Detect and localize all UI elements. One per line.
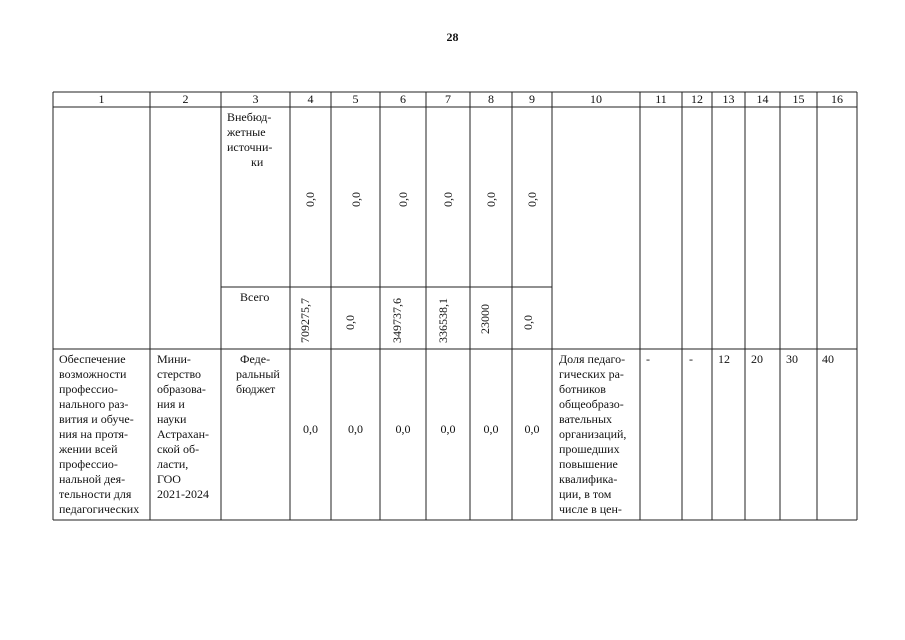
row3-col15-value: 30 (786, 352, 798, 366)
row3-indicator-line: гических ра- (559, 367, 624, 381)
row3-value-col7: 0,0 (440, 422, 456, 436)
row1-value-col9: 0,0 (525, 192, 539, 207)
row3-executor-line: 2021-2024 (157, 487, 209, 501)
row3-col13-value: 12 (718, 352, 730, 366)
row2-value-col8: 23000 (478, 304, 492, 334)
row1-source-line: жетные (227, 125, 266, 139)
column-header-11: 11 (655, 92, 667, 106)
column-header-14: 14 (756, 92, 769, 106)
row3-executor-line: ГОО (157, 472, 181, 486)
column-header-3: 3 (252, 92, 259, 106)
page-number: 28 (446, 30, 459, 44)
column-header-15: 15 (792, 92, 805, 106)
column-header-9: 9 (529, 92, 535, 106)
row3-indicator-line: числе в цен- (559, 502, 622, 516)
row2-value-col6: 349737,6 (390, 298, 404, 343)
column-header-13: 13 (722, 92, 735, 106)
row3-event-line: нальной дея- (59, 472, 126, 486)
row3-col11-value: - (646, 352, 650, 366)
row3-event-line: вития и обуче- (59, 412, 134, 426)
row3-source-line: бюджет (236, 382, 276, 396)
row3-value-col6: 0,0 (395, 422, 411, 436)
row3-executor-line: ласти, (157, 457, 189, 471)
column-header-8: 8 (488, 92, 494, 106)
column-header-2: 2 (182, 92, 189, 106)
row2-value-col4: 709275,7 (298, 298, 312, 343)
row3-event-line: Обеспечение (59, 352, 126, 366)
row3-executor-line: стерство (157, 367, 202, 381)
row1-value-col4: 0,0 (303, 192, 317, 207)
row3-event-line: педагогических (59, 502, 140, 516)
row3-indicator-line: вательных (559, 412, 613, 426)
column-header-10: 10 (590, 92, 602, 106)
row2-value-col7: 336538,1 (436, 298, 450, 343)
row1-value-col8: 0,0 (484, 192, 498, 207)
row1-source-line: ки (251, 155, 264, 169)
column-header-4: 4 (307, 92, 314, 106)
column-header-6: 6 (400, 92, 406, 106)
row3-col12-value: - (689, 352, 693, 366)
row3-event-line: жении всей (59, 442, 118, 456)
row3-executor-line: Астрахан- (157, 427, 209, 441)
row3-event-line: нального раз- (59, 397, 129, 411)
row3-indicator-line: ботников (559, 382, 606, 396)
row3-value-col5: 0,0 (348, 422, 363, 436)
row3-indicator-line: ции, в том (559, 487, 612, 501)
row3-executor-line: ской об- (157, 442, 200, 456)
row3-indicator-line: Доля педаго- (559, 352, 626, 366)
row3-col14-value: 20 (751, 352, 763, 366)
row1-value-col7: 0,0 (441, 192, 455, 207)
row3-indicator-line: повышение (559, 457, 618, 471)
row3-executor-line: Мини- (157, 352, 191, 366)
column-header-1: 1 (98, 92, 105, 106)
column-header-16: 16 (831, 92, 843, 106)
row3-value-col8: 0,0 (483, 422, 499, 436)
column-header-5: 5 (352, 92, 359, 106)
row3-indicator-line: прошедших (559, 442, 620, 456)
row3-indicator-line: квалифика- (559, 472, 618, 486)
row3-value-col4: 0,0 (303, 422, 318, 436)
row1-value-col6: 0,0 (396, 192, 410, 207)
row3-source-line: Феде- (240, 352, 271, 366)
row1-source-line: Внебюд- (227, 110, 272, 124)
column-header-12: 12 (691, 92, 703, 106)
row1-value-col5: 0,0 (349, 192, 363, 207)
row3-indicator-line: организаций, (559, 427, 627, 441)
row3-indicator-line: общеобразо- (559, 397, 624, 411)
row3-event-line: тельности для (59, 487, 132, 501)
row1-source-line: источни- (227, 140, 273, 154)
row2-source-label: Всего (240, 290, 270, 304)
row3-executor-line: образова- (157, 382, 206, 396)
row2-value-col5: 0,0 (343, 315, 357, 330)
row3-event-line: возможности (59, 367, 127, 381)
row3-executor-line: ния и (157, 397, 185, 411)
row3-executor-line: науки (157, 412, 187, 426)
row3-event-line: профессио- (59, 457, 118, 471)
row3-value-col9: 0,0 (524, 422, 540, 436)
row2-value-col9: 0,0 (521, 315, 535, 330)
row3-source-line: ральный (236, 367, 280, 381)
row3-event-line: профессио- (59, 382, 118, 396)
row3-event-line: ния на протя- (59, 427, 128, 441)
column-header-7: 7 (445, 92, 451, 106)
row3-col16-value: 40 (822, 352, 834, 366)
